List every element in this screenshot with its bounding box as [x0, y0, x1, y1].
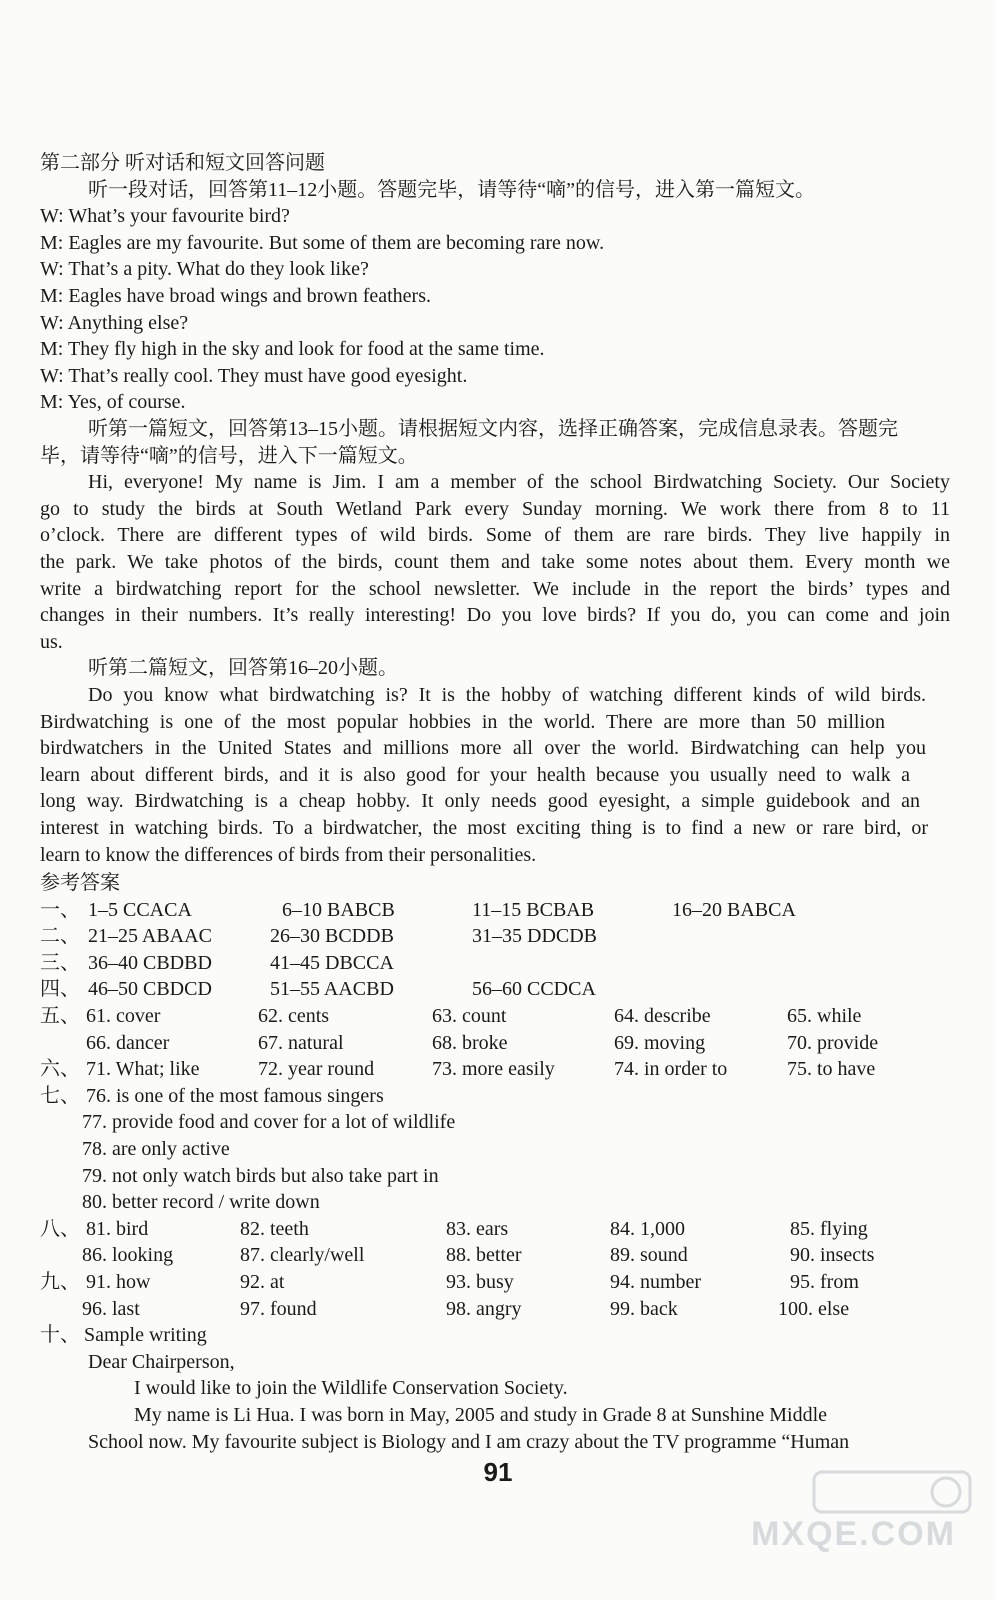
answer-item: 36–40 CBDBD	[88, 951, 212, 974]
passage1-intro: 听第一篇短文，回答第13–15小题。请根据短文内容，选择正确答案，完成信息录表。答题完	[88, 418, 898, 440]
answers-heading: 参考答案	[40, 872, 120, 894]
passage1-intro: 毕，请等待“嘀”的信号，进入下一篇短文。	[40, 444, 418, 467]
answer-item: 90. insects	[790, 1244, 875, 1267]
page-number: 91	[483, 1457, 513, 1487]
part-marker: 九、	[40, 1271, 80, 1293]
answer-item: 26–30 BCDDB	[270, 925, 394, 948]
dialogue-line: M: Eagles have broad wings and brown feathers.	[40, 285, 431, 307]
part-marker: 四、	[40, 978, 80, 1001]
part-marker: 一、	[40, 898, 80, 921]
answer-item: 68. broke	[432, 1031, 508, 1054]
answer-item: 11–15 BCBAB	[472, 898, 595, 921]
dialogue-line: M: Yes, of course.	[40, 391, 186, 414]
passage1-line: changes in their numbers. It’s really interesting! Do you love birds? If you do, you can come and join	[40, 604, 950, 627]
passage2-line: interest in watching birds. To a birdwatcher, the most exciting thing is to find a new or rare bird, or	[40, 817, 928, 839]
answer-item: 75. to have	[787, 1058, 876, 1081]
letter-greeting: Dear Chairperson,	[88, 1350, 235, 1373]
answer-item: 83. ears	[446, 1217, 509, 1240]
answer-item: 74. in order to	[614, 1058, 728, 1081]
passage2-line: learn to know the differences of birds from their personalities.	[40, 843, 537, 866]
answer-item: 76. is one of the most famous singers	[86, 1084, 384, 1107]
watermark-text: MXQE.COM	[751, 1515, 956, 1553]
passage1-line: Hi, everyone! My name is Jim. I am a member of the school Birdwatching Society. Our Society	[88, 471, 950, 494]
passage2-line: learn about different birds, and it is also good for your health because you usually need to walk a	[40, 763, 910, 786]
answer-item: 16–20 BABCA	[672, 898, 796, 921]
part-marker: 七、	[40, 1084, 80, 1107]
part-marker: 二、	[40, 925, 80, 948]
answer-item: 63. count	[432, 1005, 507, 1027]
passage2-line: Do you know what birdwatching is? It is the hobby of watching different kinds of wild birds.	[88, 684, 926, 706]
answer-item: 62. cents	[258, 1005, 330, 1027]
answer-item: 87. clearly/well	[240, 1244, 365, 1267]
passage1-line: the park. We take photos of the birds, count them and take some notes about them. Every month we	[40, 551, 950, 573]
answer-item: 84. 1,000	[610, 1217, 685, 1240]
dialogue-intro: 听一段对话，回答第11–12小题。答题完毕，请等待“嘀”的信号，进入第一篇短文。	[88, 178, 816, 201]
answer-item: 82. teeth	[240, 1217, 309, 1240]
answer-item: 94. number	[610, 1271, 702, 1293]
answer-item: 92. at	[240, 1271, 285, 1293]
answer-item: 99. back	[610, 1297, 678, 1320]
answer-item: 61. cover	[86, 1005, 161, 1027]
answer-item: 51–55 AACBD	[270, 978, 394, 1001]
passage2-line: birdwatchers in the United States and millions more all over the world. Birdwatching can help you	[40, 737, 926, 760]
answer-item: 88. better	[446, 1244, 522, 1267]
part-marker: 三、	[40, 951, 80, 974]
answer-item: 65. while	[787, 1005, 862, 1027]
passage2-line: long way. Birdwatching is a cheap hobby. It only needs good eyesight, a simple guidebook and an	[40, 790, 920, 813]
section-heading: 第二部分 听对话和短文回答问题	[40, 152, 325, 174]
answer-item: 71. What; like	[86, 1058, 200, 1081]
dialogue-line: M: Eagles are my favourite. But some of them are becoming rare now.	[40, 231, 605, 254]
passage1-line: write a birdwatching report for the school newsletter. We include in the report the birds’ types and	[40, 577, 950, 600]
part-marker: 五、	[40, 1005, 80, 1027]
dialogue-line: M: They fly high in the sky and look for food at the same time.	[40, 338, 545, 361]
answer-item: 31–35 DDCDB	[472, 925, 598, 948]
answer-item: 56–60 CCDCA	[472, 978, 596, 1001]
answer-item: 80. better record / write down	[82, 1191, 320, 1214]
answer-item: 41–45 DBCCA	[270, 951, 394, 974]
answer-item: 67. natural	[258, 1031, 344, 1054]
dialogue-line: W: Anything else?	[40, 311, 189, 334]
letter-line: I would like to join the Wildlife Conservation Society.	[134, 1377, 568, 1400]
answer-item: 6–10 BABCB	[282, 898, 395, 921]
letter-line: School now. My favourite subject is Biology and I am crazy about the TV programme “Human	[88, 1430, 850, 1453]
answer-item: 79. not only watch birds but also take part in	[82, 1164, 439, 1187]
answer-item: 86. looking	[82, 1244, 174, 1267]
answer-item: 98. angry	[446, 1297, 522, 1320]
answer-item: 85. flying	[790, 1217, 868, 1240]
passage1-line: go to study the birds at South Wetland Park every Sunday morning. We work there from 8 to 11	[40, 497, 950, 520]
answer-item: 81. bird	[86, 1217, 149, 1240]
dialogue-line: W: That’s really cool. They must have good eyesight.	[40, 364, 468, 387]
answer-item: 96. last	[82, 1297, 140, 1320]
answer-item: 73. more easily	[432, 1058, 555, 1081]
answer-item: 1–5 CCACA	[88, 898, 192, 921]
passage2-line: Birdwatching is one of the most popular hobbies in the world. There are more than 50 million	[40, 710, 885, 733]
passage2-intro: 听第二篇短文，回答第16–20小题。	[88, 657, 398, 680]
answer-item: 72. year round	[258, 1058, 375, 1081]
passage1-line: us.	[40, 630, 63, 653]
part-marker: 八、	[40, 1217, 80, 1240]
answer-item: 66. dancer	[86, 1031, 170, 1054]
letter-line: My name is Li Hua. I was born in May, 2005 and study in Grade 8 at Sunshine Middle	[134, 1404, 828, 1426]
answer-item: 93. busy	[446, 1271, 514, 1293]
answer-item: 64. describe	[614, 1005, 711, 1027]
answer-item: 91. how	[86, 1271, 151, 1293]
answer-item: 77. provide food and cover for a lot of wildlife	[82, 1111, 456, 1134]
answer-item: 100. else	[778, 1297, 850, 1320]
watermark-logo	[751, 1515, 956, 1554]
dialogue-line: W: What’s your favourite bird?	[40, 205, 290, 228]
sample-writing-label: Sample writing	[84, 1324, 207, 1347]
answer-item: 21–25 ABAAC	[88, 925, 212, 948]
answer-item: 78. are only active	[82, 1138, 230, 1160]
answer-item: 89. sound	[610, 1244, 688, 1267]
part-marker: 六、	[40, 1058, 80, 1081]
watermark-seal-icon	[812, 1470, 972, 1514]
answer-item: 46–50 CBDCD	[88, 978, 212, 1001]
answer-item: 69. moving	[614, 1031, 706, 1054]
dialogue-line: W: That’s a pity. What do they look like?	[40, 258, 369, 281]
answer-item: 70. provide	[787, 1031, 879, 1054]
passage1-line: o’clock. There are different types of wild birds. Some of them are rare birds. They live happily in	[40, 524, 950, 547]
answer-item: 95. from	[790, 1271, 859, 1293]
part-marker: 十、	[40, 1324, 80, 1347]
answer-item: 97. found	[240, 1297, 317, 1320]
